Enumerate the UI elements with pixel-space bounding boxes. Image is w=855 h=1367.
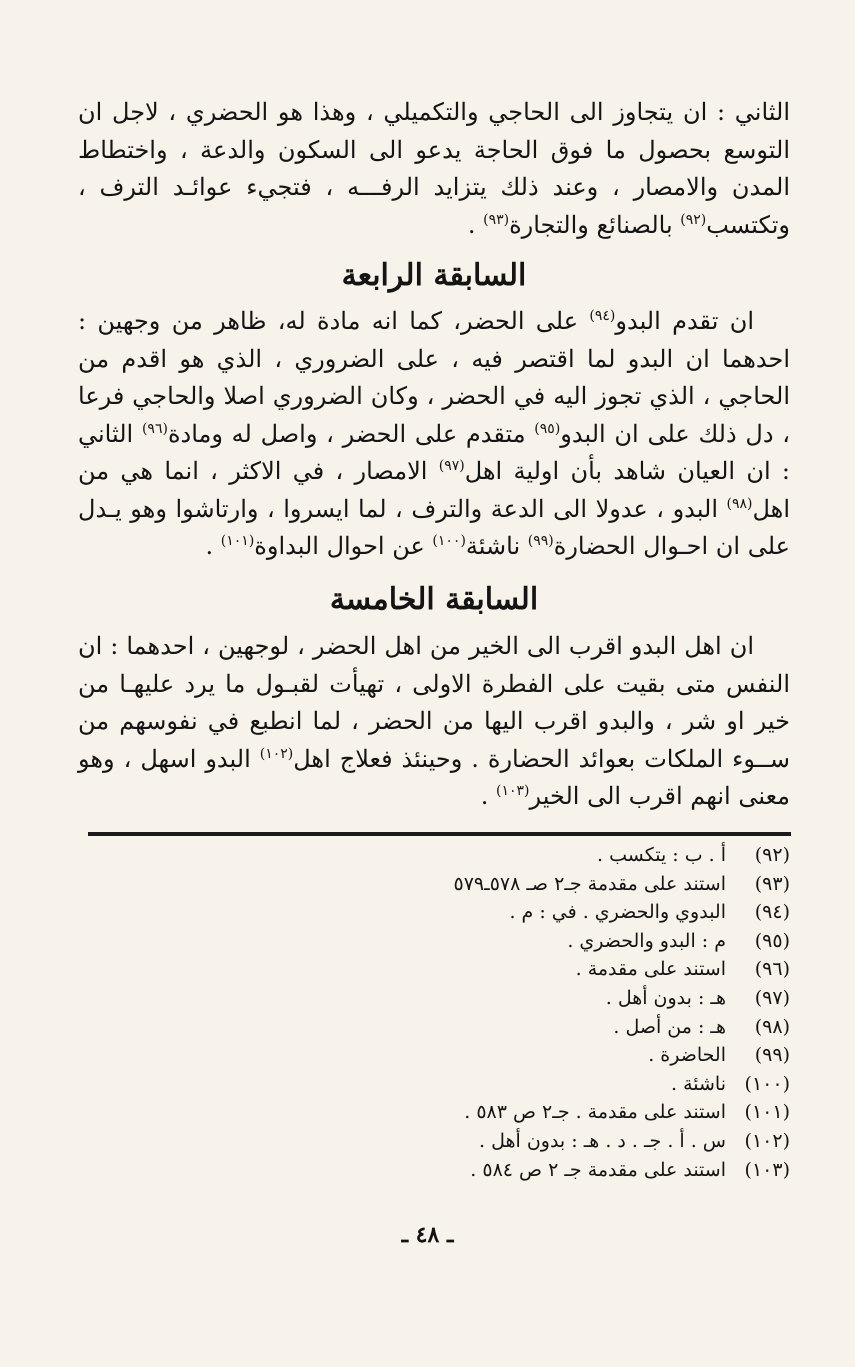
footnote-text: استند على مقدمة . جـ٢ ص ٥٨٣ . — [464, 1101, 726, 1124]
footnote-number: (٩٢) — [754, 844, 790, 866]
paragraph-fifth-premise — [78, 628, 790, 816]
paragraph-text: ناشئة — [465, 532, 528, 560]
footnote-number: (٩٧) — [754, 986, 790, 1009]
paragraph-text: البدو اسهل ، وهو معنى انهم اقرب الى الخير — [78, 744, 790, 810]
footnote-text: م : البدو والحضري . — [567, 929, 726, 952]
footnote-ref-102: (١٠٢) — [259, 745, 294, 762]
footnote-text: هـ : من أصل . — [613, 1015, 726, 1038]
footnote-item — [150, 1070, 790, 1099]
footnote-item — [150, 984, 790, 1013]
footnote-item — [150, 870, 790, 899]
footnote-ref-97: (٩٧) — [438, 458, 465, 474]
footnote-number: (٩٨) — [754, 1015, 790, 1038]
footnote-number: (١٠٣) — [744, 1158, 790, 1181]
paragraph-text: بالصنائع والتجارة — [509, 210, 681, 239]
paragraph-fourth-premise — [78, 303, 790, 566]
footnote-text: استند على مقدمة جـ ٢ ص ٥٨٤ . — [470, 1158, 726, 1181]
footnote-text: هـ : بدون أهل . — [605, 986, 726, 1009]
footnote-item — [150, 1127, 790, 1156]
footnote-text: استند على مقدمة جـ٢ صـ ٥٧٨ـ٥٧٩ — [453, 872, 726, 895]
footnote-ref-95: (٩٥) — [534, 420, 561, 437]
footnote-number: (٩٣) — [754, 872, 790, 895]
paragraph-text: الثاني : ان العيان شاهد بأن اولية اهل — [78, 419, 790, 485]
footnote-item — [150, 1098, 790, 1127]
footnote-number: (١٠١) — [744, 1101, 790, 1124]
paragraph-text: . — [205, 532, 221, 560]
footnotes-list — [150, 841, 790, 1184]
footnote-number: (٩٥) — [754, 929, 790, 952]
paragraph-text: . — [480, 782, 496, 810]
footnote-ref-98: (٩٨) — [726, 495, 753, 512]
footnote-number: (٩٤) — [754, 901, 790, 924]
section-heading-fourth: السابقة الرابعة — [341, 258, 527, 293]
footnote-ref-92: (٩٢) — [680, 211, 707, 228]
footnote-text: س . أ . جـ . د . هـ : بدون أهل . — [479, 1129, 726, 1152]
footnote-text: أ . ب : يتكسب . — [597, 844, 726, 866]
footnote-ref-93: (٩٣) — [483, 211, 510, 228]
footnote-item — [150, 898, 790, 927]
footnote-ref-101: (١٠١) — [220, 533, 255, 549]
section-heading-fifth: السابقة الخامسة — [329, 582, 539, 617]
paragraph-text: عن احوال البداوة — [254, 532, 433, 560]
paragraph-text: على الحضر، كما انه مادة له، ظاهر من وجهين : احدهما ان البدو لما اقتصر فيه ، على الضروري ، الذي هو اقدم من الحاجي ، الذي تجوز اليه في الحضر ، وكان الضروري اصلا والحاجي فرعا ، دل ذلك على ان البدو — [78, 307, 790, 448]
footnote-text: الحاضرة . — [648, 1044, 726, 1067]
paragraph-text: البدو ، عدولا الى الدعة والترف ، لما ايسروا ، وارتاشوا وهو يـدل على ان احـوال الحضارة — [78, 494, 790, 560]
footnote-ref-103: (١٠٣) — [496, 783, 530, 799]
footnote-number: (٩٦) — [754, 958, 790, 981]
footnote-item — [150, 841, 790, 870]
footnote-ref-99: (٩٩) — [527, 533, 554, 549]
footnote-separator-rule — [88, 832, 791, 836]
footnote-text: البدوي والحضري . في : م . — [509, 901, 726, 924]
paragraph-text: الامصار ، في الاكثر ، انما هي من اهل — [78, 457, 790, 523]
footnote-item — [150, 1041, 790, 1070]
footnote-text: ناشئة . — [671, 1072, 726, 1095]
footnote-ref-100: (١٠٠) — [432, 533, 466, 549]
footnote-ref-96: (٩٦) — [141, 420, 168, 437]
footnote-text: استند على مقدمة . — [575, 958, 726, 981]
footnote-number: (١٠٠) — [744, 1072, 790, 1095]
footnote-item — [150, 927, 790, 956]
footnote-number: (١٠٢) — [744, 1129, 790, 1152]
footnote-ref-94: (٩٤) — [589, 308, 616, 324]
paragraph-text: الثاني : ان يتجاوز الى الحاجي والتكميلي ، وهذا هو الحضري ، لاجل ان التوسع بحصول ما فوق الحاجة يدعو الى السكون والدعة ، واختطاط المدن والامصار ، وعند ذلك يتزايد الرفـــه ، فتجيء عوائـد الترف ، وتكتسب — [78, 98, 790, 239]
page-number: ـ ٤٨ ـ — [401, 1222, 454, 1248]
footnote-item — [150, 1013, 790, 1042]
footnote-item — [150, 955, 790, 984]
paragraph-text: ان اهل البدو اقرب الى الخير من اهل الحضر ، لوجهين ، احدهما : ان النفس متى بقيت على الفطرة الاولى ، تهيأت لقبـول ما يرد عليهـا من خير او شر ، والبدو اقرب اليها من الحضر ، لما انطبع في نفوسهم من ســوء الملكات بعوائد الحضارة . وحينئذ فعلاج اهل — [78, 632, 790, 773]
paragraph-text: . — [467, 210, 484, 239]
paragraph-text: متقدم على الحضر ، واصل له ومادة — [167, 419, 535, 448]
paragraph-text: ان تقدم البدو — [615, 307, 754, 335]
footnote-item — [150, 1156, 790, 1185]
footnote-number: (٩٩) — [754, 1044, 790, 1067]
paragraph-second-point — [78, 94, 790, 244]
